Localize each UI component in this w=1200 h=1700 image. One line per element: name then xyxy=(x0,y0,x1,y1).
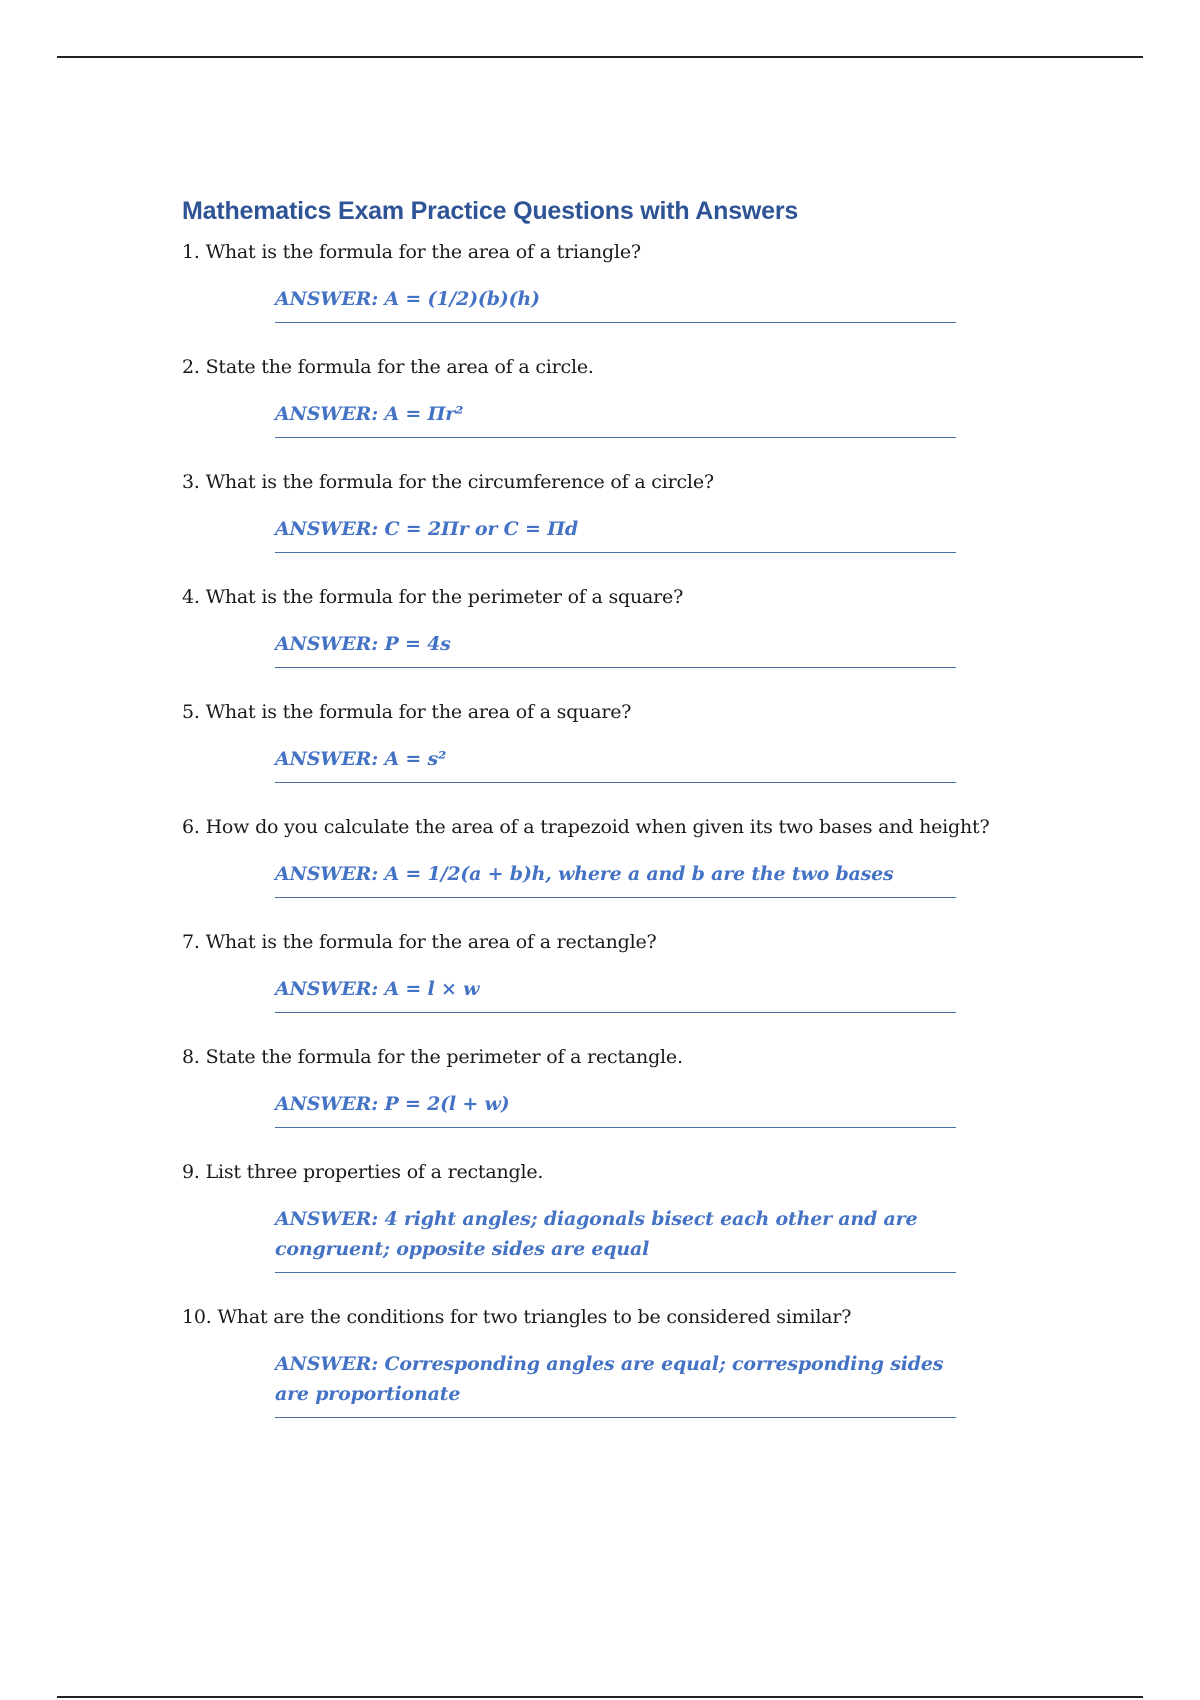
answer-text: ANSWER: A = 1/2(a + b)h, where a and b are the two bases xyxy=(275,859,956,898)
question-text: 10. What are the conditions for two triangles to be considered similar? xyxy=(182,1306,852,1328)
question-text: 1. What is the formula for the area of a triangle? xyxy=(182,241,641,263)
question-text: 3. What is the formula for the circumference of a circle? xyxy=(182,471,714,493)
question-text: 6. How do you calculate the area of a trapezoid when given its two bases and height? xyxy=(182,816,990,838)
question-text: 4. What is the formula for the perimeter of a square? xyxy=(182,586,684,608)
answer-text: ANSWER: 4 right angles; diagonals bisect each other and are congruent; opposite sides are equal xyxy=(275,1204,956,1273)
question-block-2 xyxy=(182,353,1042,438)
answer-text: ANSWER: P = 4s xyxy=(275,629,956,668)
question-block-5 xyxy=(182,698,1042,783)
question-block-1 xyxy=(182,238,1042,323)
question-block-3 xyxy=(182,468,1042,553)
question-text: 8. State the formula for the perimeter of a rectangle. xyxy=(182,1046,683,1068)
question-text: 9. List three properties of a rectangle. xyxy=(182,1161,544,1183)
answer-text: ANSWER: A = (1/2)(b)(h) xyxy=(275,284,956,323)
question-block-7 xyxy=(182,928,1042,1013)
header-rule xyxy=(57,56,1143,58)
answer-text: ANSWER: A = l × w xyxy=(275,974,956,1013)
document-body xyxy=(182,194,1042,1418)
answer-text: ANSWER: Corresponding angles are equal; corresponding sides are proportionate xyxy=(275,1349,956,1418)
question-block-4 xyxy=(182,583,1042,668)
question-block-8 xyxy=(182,1043,1042,1128)
question-block-10 xyxy=(182,1303,1042,1418)
answer-text: ANSWER: A = s² xyxy=(275,744,956,783)
answer-text: ANSWER: P = 2(l + w) xyxy=(275,1089,956,1128)
page-title: Mathematics Exam Practice Questions with Answers xyxy=(182,197,799,225)
answer-text: ANSWER: A = Πr² xyxy=(275,399,956,438)
footer-rule xyxy=(57,1696,1143,1698)
answer-text: ANSWER: C = 2Πr or C = Πd xyxy=(275,514,956,553)
question-block-6 xyxy=(182,813,1042,898)
question-text: 7. What is the formula for the area of a rectangle? xyxy=(182,931,657,953)
question-text: 5. What is the formula for the area of a square? xyxy=(182,701,632,723)
question-text: 2. State the formula for the area of a circle. xyxy=(182,356,594,378)
question-block-9 xyxy=(182,1158,1042,1273)
